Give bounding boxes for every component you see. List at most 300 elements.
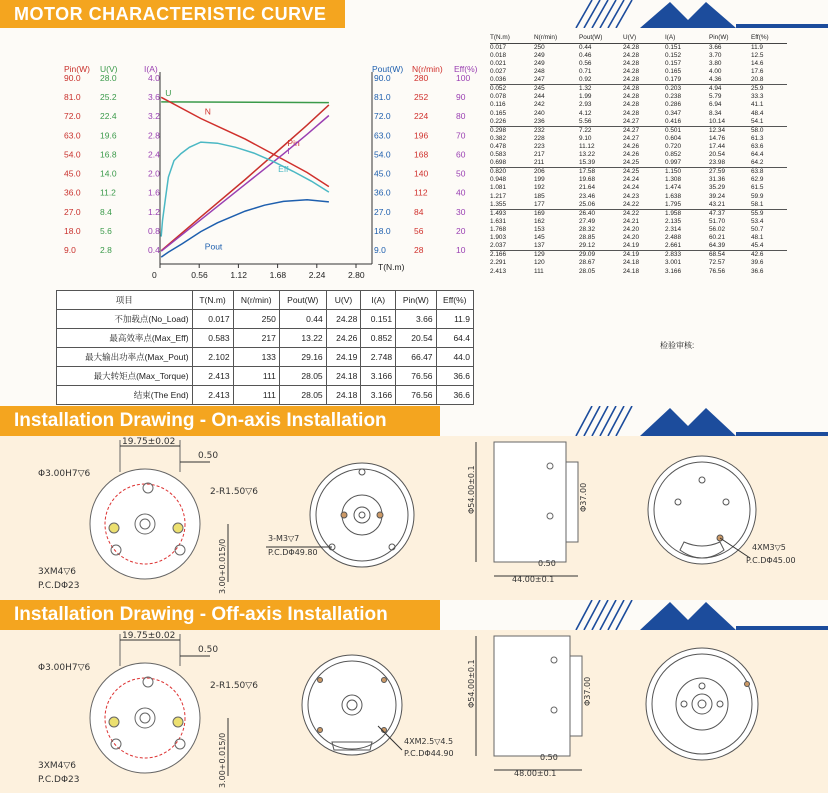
data-cell: 1.150 — [665, 168, 709, 177]
data-cell: 228 — [534, 134, 545, 142]
on-axis-pcd: P.C.DΦ23 — [38, 581, 80, 591]
on-axis-side-inner: Φ37.00 — [579, 482, 588, 512]
series-eff-label: Eff — [278, 163, 289, 174]
table-row — [490, 93, 787, 101]
off-axis-hole-main: Φ3.00H7▽6 — [38, 663, 91, 673]
data-cell: 36.6 — [751, 267, 764, 275]
right-tick-label: 81.0 — [374, 92, 391, 103]
left-tick-label: 9.0 — [64, 245, 76, 255]
summary-cell: 29.16 — [279, 348, 326, 367]
data-cell: 249 — [534, 59, 545, 67]
left-tick-label: 19.6 — [100, 130, 117, 141]
data-cell: 2.314 — [665, 226, 681, 234]
series-u-line — [161, 102, 329, 103]
data-cell: 1.32 — [579, 85, 623, 94]
summary-cell: 44.0 — [436, 348, 473, 367]
table-row — [490, 85, 787, 94]
table-row — [490, 118, 787, 127]
data-cell: 51.70 — [709, 217, 725, 225]
right-tick-label: 36.0 — [374, 187, 391, 198]
summary-cell: 28.05 — [279, 367, 326, 386]
data-cell: 63.8 — [751, 168, 787, 177]
summary-header-cell: T(N.m) — [192, 291, 233, 310]
data-cell: 25.06 — [579, 200, 595, 208]
data-cell: 47.37 — [709, 209, 751, 218]
data-cell: 10.14 — [709, 117, 725, 125]
summary-cell: 20.54 — [396, 329, 436, 348]
off-axis-side-inner: Φ37.00 — [583, 676, 592, 706]
data-cell: 64.4 — [751, 151, 764, 159]
data-cell: 0.852 — [665, 151, 681, 159]
data-cell: 12.5 — [751, 51, 764, 59]
data-cell: 28.05 — [579, 267, 595, 275]
table-row — [490, 242, 787, 251]
data-cell: 24.28 — [623, 51, 639, 59]
x-tick-label: 1.12 — [230, 270, 247, 280]
series-i-line — [161, 116, 329, 252]
left-tick-label: 1.6 — [148, 187, 160, 198]
summary-cell: 13.22 — [279, 329, 326, 348]
data-cell: 3.166 — [665, 267, 681, 275]
data-cell: 41.1 — [751, 101, 764, 109]
data-header-cell: Eff(%) — [751, 32, 787, 43]
summary-cell: 最大转矩点(Max_Torque) — [57, 367, 193, 386]
summary-header-cell: U(V) — [326, 291, 361, 310]
right-tick-label: 60 — [456, 149, 466, 160]
data-cell: 25.9 — [751, 85, 787, 94]
right-tick-label: 30 — [456, 206, 466, 217]
summary-cell: 11.9 — [436, 310, 473, 329]
data-cell: 217 — [534, 151, 545, 159]
summary-header-cell: Eff(%) — [436, 291, 473, 310]
motor-characteristic-chart — [56, 30, 492, 290]
brand-logo-icon — [568, 600, 828, 630]
data-cell: 2.037 — [490, 242, 506, 250]
left-tick-label: 2.4 — [148, 149, 160, 160]
on-axis-slot: 2-R1.50▽6 — [210, 487, 258, 497]
on-axis-rear-view — [640, 450, 828, 580]
data-cell: 24.23 — [623, 192, 639, 200]
data-cell: 0.165 — [665, 67, 681, 75]
right-axis-title: N(r/min) — [412, 64, 443, 74]
left-axis-title: Pin(W) — [64, 64, 90, 74]
data-cell: 72.57 — [709, 259, 725, 267]
table-row — [490, 135, 787, 143]
data-cell: 31.36 — [709, 176, 725, 184]
data-cell: 0.298 — [490, 126, 534, 135]
series-pout-label: Pout — [204, 241, 223, 252]
data-cell: 1.99 — [579, 93, 592, 101]
data-cell: 50.7 — [751, 226, 764, 234]
left-tick-label: 2.0 — [148, 168, 160, 179]
left-tick-label: 90.0 — [64, 73, 81, 83]
data-cell: 236 — [534, 117, 545, 125]
data-cell: 0.46 — [579, 51, 592, 59]
table-row — [490, 184, 787, 192]
right-tick-label: 72.0 — [374, 111, 391, 122]
on-axis-front-screws: 3-M3▽7 — [268, 534, 300, 543]
data-cell: 240 — [534, 109, 545, 117]
data-cell: 0.56 — [579, 59, 592, 67]
table-row — [490, 52, 787, 60]
right-tick-label: 63.0 — [374, 130, 391, 141]
data-cell: 0.382 — [490, 134, 506, 142]
data-cell: 2.413 — [490, 267, 506, 275]
off-axis-side-dia: Φ54.00±0.1 — [467, 659, 476, 708]
summary-cell: 28.05 — [279, 386, 326, 405]
table-row — [490, 234, 787, 242]
data-cell: 53.4 — [751, 217, 764, 225]
right-tick-label: 70 — [456, 130, 466, 141]
table-row — [490, 126, 787, 135]
data-cell: 24.26 — [623, 142, 639, 150]
data-cell: 0.027 — [490, 67, 506, 75]
data-cell: 223 — [534, 142, 545, 150]
left-axis-title: U(V) — [100, 64, 118, 74]
left-tick-label: 27.0 — [64, 206, 81, 217]
summary-cell: 最高效率点(Max_Eff) — [57, 329, 193, 348]
data-cell: 2.833 — [665, 251, 709, 260]
right-tick-label: 18.0 — [374, 225, 391, 236]
series-eff-line — [161, 142, 329, 237]
data-cell: 20.8 — [751, 76, 764, 84]
left-tick-label: 8.4 — [100, 206, 112, 217]
table-row — [490, 151, 787, 159]
data-cell: 137 — [534, 242, 545, 250]
left-tick-label: 2.8 — [148, 130, 160, 141]
table-row — [490, 76, 787, 85]
data-cell: 242 — [534, 101, 545, 109]
data-cell: 24.28 — [623, 76, 639, 84]
data-cell: 24.26 — [623, 151, 639, 159]
data-cell: 35.29 — [709, 184, 725, 192]
x-tick-label: 0.56 — [191, 270, 208, 280]
data-cell: 68.54 — [709, 251, 751, 260]
off-axis-dim-width: 19.75±0.02 — [122, 631, 176, 641]
data-cell: 24.27 — [623, 126, 665, 135]
left-tick-label: 18.0 — [64, 225, 81, 236]
data-cell: 0.948 — [490, 176, 506, 184]
data-cell: 26.40 — [579, 209, 623, 218]
data-cell: 58.0 — [751, 126, 787, 135]
data-cell: 4.12 — [579, 109, 592, 117]
summary-header-cell: I(A) — [361, 291, 396, 310]
off-axis-front-view — [290, 650, 460, 770]
data-cell: 24.28 — [623, 85, 665, 94]
data-cell: 0.92 — [579, 76, 592, 84]
left-tick-label: 54.0 — [64, 149, 81, 160]
data-header-cell: U(V) — [623, 32, 665, 43]
data-cell: 59.9 — [751, 192, 764, 200]
data-cell: 55.9 — [751, 209, 787, 218]
summary-cell: 24.19 — [326, 348, 361, 367]
data-cell: 3.80 — [709, 59, 722, 67]
right-tick-label: 27.0 — [374, 206, 391, 217]
data-cell: 24.22 — [623, 200, 639, 208]
summary-cell: 24.28 — [326, 310, 361, 329]
table-row — [490, 43, 787, 52]
data-cell: 249 — [534, 51, 545, 59]
off-axis-screw: 3XM4▽6 — [38, 761, 77, 771]
summary-cell: 0.017 — [192, 310, 233, 329]
data-cell: 5.79 — [709, 93, 722, 101]
data-cell: 2.291 — [490, 259, 506, 267]
data-cell: 24.28 — [623, 43, 639, 51]
data-cell: 24.18 — [623, 267, 639, 275]
data-cell: 169 — [534, 209, 579, 218]
motor-curve-title: MOTOR CHARACTERISTIC CURVE — [14, 4, 327, 24]
data-cell: 76.56 — [709, 267, 725, 275]
data-cell: 0.286 — [665, 101, 681, 109]
data-cell: 7.22 — [579, 126, 623, 135]
left-axis-title: I(A) — [144, 64, 158, 74]
brand-logo-icon — [568, 406, 828, 436]
summary-header-cell: N(r/min) — [233, 291, 279, 310]
on-axis-screw: 3XM4▽6 — [38, 567, 77, 577]
table-row — [490, 168, 787, 177]
data-cell: 2.93 — [579, 101, 592, 109]
off-axis-title: Installation Drawing - Off-axis Installation — [14, 604, 388, 625]
data-cell: 39.6 — [751, 259, 764, 267]
right-tick-label: 80 — [456, 111, 466, 122]
right-tick-label: 100 — [456, 73, 471, 83]
left-tick-label: 45.0 — [64, 168, 81, 179]
table-row — [57, 367, 474, 386]
left-tick-label: 25.2 — [100, 92, 117, 103]
data-cell: 1.308 — [665, 176, 681, 184]
data-cell: 8.34 — [709, 109, 722, 117]
data-cell: 0.720 — [665, 142, 681, 150]
data-cell: 0.018 — [490, 51, 506, 59]
data-cell: 0.021 — [490, 59, 506, 67]
data-cell: 0.71 — [579, 67, 592, 75]
summary-cell: 111 — [233, 367, 279, 386]
summary-cell: 最大输出功率点(Max_Pout) — [57, 348, 193, 367]
data-cell: 1.081 — [490, 184, 506, 192]
data-cell: 24.28 — [623, 93, 639, 101]
left-tick-label: 14.0 — [100, 168, 117, 179]
left-tick-label: 3.6 — [148, 92, 160, 103]
summary-cell: 133 — [233, 348, 279, 367]
summary-cell: 结束(The End) — [57, 386, 193, 405]
data-cell: 1.474 — [665, 184, 681, 192]
data-cell: 29.12 — [579, 242, 595, 250]
data-cell: 1.217 — [490, 192, 506, 200]
data-cell: 250 — [534, 43, 545, 51]
on-axis-rear-screws: 4XM3▽5 — [752, 543, 786, 552]
summary-cell: 36.6 — [436, 386, 473, 405]
series-n-line — [161, 97, 329, 186]
data-cell: 23.98 — [709, 159, 725, 167]
right-tick-label: 84 — [414, 206, 424, 217]
data-cell: 0.179 — [665, 76, 681, 84]
data-cell: 1.493 — [490, 209, 534, 218]
data-cell: 11.12 — [579, 142, 595, 150]
data-cell: 1.903 — [490, 234, 506, 242]
data-cell: 45.4 — [751, 242, 764, 250]
data-cell: 0.997 — [665, 159, 681, 167]
data-cell: 4.36 — [709, 76, 722, 84]
data-cell: 120 — [534, 259, 545, 267]
summary-cell: 24.26 — [326, 329, 361, 348]
data-cell: 4.00 — [709, 67, 722, 75]
summary-cell: 250 — [233, 310, 279, 329]
data-cell: 1.638 — [665, 192, 681, 200]
table-row — [490, 109, 787, 117]
on-axis-dim-width: 19.75±0.02 — [122, 437, 176, 447]
on-axis-side-dia: Φ54.00±0.1 — [467, 465, 476, 514]
on-axis-front-pcd: P.C.DΦ49.80 — [268, 548, 318, 557]
data-cell: 3.70 — [709, 51, 722, 59]
data-cell: 0.152 — [665, 51, 681, 59]
data-cell: 64.39 — [709, 242, 725, 250]
off-axis-gear-view — [30, 626, 280, 793]
data-cell: 61.3 — [751, 134, 764, 142]
data-cell: 24.27 — [623, 134, 639, 142]
data-table — [490, 32, 787, 276]
data-cell: 28.32 — [579, 226, 595, 234]
summary-cell: 66.47 — [396, 348, 436, 367]
on-axis-side-gap: 0.50 — [538, 559, 556, 568]
data-cell: 244 — [534, 93, 545, 101]
data-cell: 3.66 — [709, 43, 722, 51]
x-tick-label: 2.24 — [308, 270, 326, 280]
summary-cell: 111 — [233, 386, 279, 405]
off-axis-slot: 2-R1.50▽6 — [210, 681, 258, 691]
summary-cell: 不加载点(No_Load) — [57, 310, 193, 329]
data-cell: 12.34 — [709, 126, 751, 135]
data-cell: 27.59 — [709, 168, 751, 177]
data-cell: 17.58 — [579, 168, 623, 177]
right-tick-label: 56 — [414, 225, 424, 236]
data-cell: 0.203 — [665, 85, 709, 94]
summary-header-cell: Pout(W) — [279, 291, 326, 310]
data-cell: 14.76 — [709, 134, 725, 142]
table-row — [57, 386, 474, 405]
data-header-cell: T(N.m) — [490, 32, 534, 43]
off-axis-side-view — [460, 630, 610, 780]
off-axis-rear-view — [640, 640, 828, 780]
data-cell: 20.54 — [709, 151, 725, 159]
data-cell: 0.698 — [490, 159, 506, 167]
right-tick-label: 196 — [414, 130, 429, 141]
right-tick-label: 20 — [456, 225, 466, 236]
data-cell: 0.44 — [579, 43, 592, 51]
data-cell: 0.226 — [490, 117, 506, 125]
left-tick-label: 4.0 — [148, 73, 160, 83]
summary-table — [56, 290, 474, 405]
data-cell: 24.24 — [623, 176, 639, 184]
data-cell: 247 — [534, 76, 545, 84]
data-cell: 39.24 — [709, 192, 725, 200]
data-cell: 0.501 — [665, 126, 709, 135]
data-cell: 13.22 — [579, 151, 595, 159]
off-axis-side-gap: 0.50 — [540, 753, 558, 762]
data-cell: 1.768 — [490, 226, 506, 234]
right-tick-label: 50 — [456, 168, 466, 179]
data-cell: 28.85 — [579, 234, 595, 242]
left-tick-label: 3.2 — [148, 111, 160, 122]
right-tick-label: 280 — [414, 73, 429, 83]
off-axis-pcd: P.C.DΦ23 — [38, 775, 80, 785]
right-tick-label: 28 — [414, 245, 424, 255]
data-cell: 0.583 — [490, 151, 506, 159]
data-header-cell: I(A) — [665, 32, 709, 43]
summary-cell: 76.56 — [396, 367, 436, 386]
summary-cell: 0.583 — [192, 329, 233, 348]
data-cell: 0.347 — [665, 109, 681, 117]
data-cell: 48.1 — [751, 234, 764, 242]
right-tick-label: 10 — [456, 245, 466, 255]
data-cell: 24.24 — [623, 184, 639, 192]
data-cell: 3.001 — [665, 259, 681, 267]
table-row — [57, 348, 474, 367]
motor-curve-banner — [0, 0, 828, 28]
on-axis-gear-view — [30, 432, 280, 602]
table-row — [57, 329, 474, 348]
data-cell: 0.078 — [490, 93, 506, 101]
data-cell: 29.09 — [579, 251, 623, 260]
right-tick-label: 9.0 — [374, 245, 386, 255]
data-cell: 24.27 — [623, 117, 639, 125]
table-row — [490, 193, 787, 201]
data-cell: 145 — [534, 234, 545, 242]
data-cell: 24.19 — [623, 242, 639, 250]
data-cell: 63.6 — [751, 142, 764, 150]
data-cell: 111 — [534, 267, 544, 275]
data-cell: 24.19 — [623, 251, 665, 260]
summary-cell: 3.166 — [361, 386, 396, 405]
data-cell: 1.958 — [665, 209, 709, 218]
data-cell: 1.795 — [665, 200, 681, 208]
data-cell: 0.151 — [665, 43, 681, 51]
table-row — [490, 60, 787, 68]
data-cell: 0.604 — [665, 134, 681, 142]
data-cell: 27.49 — [579, 217, 595, 225]
left-tick-label: 36.0 — [64, 187, 81, 198]
data-cell: 61.5 — [751, 184, 764, 192]
on-axis-offset: 3.00+0.015/0 — [218, 538, 227, 594]
right-tick-label: 168 — [414, 149, 429, 160]
x-axis-title: T(N.m) — [378, 262, 405, 272]
right-tick-label: 54.0 — [374, 149, 391, 160]
data-cell: 24.28 — [623, 59, 639, 67]
data-cell: 153 — [534, 226, 545, 234]
data-cell: 248 — [534, 67, 545, 75]
data-cell: 11.9 — [751, 43, 763, 51]
data-cell: 0.017 — [490, 43, 506, 51]
right-tick-label: 90 — [456, 92, 466, 103]
data-cell: 0.478 — [490, 142, 506, 150]
left-tick-label: 16.8 — [100, 149, 117, 160]
data-cell: 0.157 — [665, 59, 681, 67]
data-cell: 24.25 — [623, 168, 665, 177]
brand-logo-icon — [568, 0, 828, 28]
summary-cell: 2.748 — [361, 348, 396, 367]
left-tick-label: 0.4 — [148, 245, 160, 255]
left-tick-label: 2.8 — [100, 245, 112, 255]
data-cell: 43.21 — [709, 200, 725, 208]
data-cell: 0.036 — [490, 76, 506, 84]
left-tick-label: 0.8 — [148, 225, 160, 236]
data-cell: 6.94 — [709, 101, 722, 109]
summary-header-cell: 项目 — [57, 291, 193, 310]
data-cell: 0.820 — [490, 168, 534, 177]
summary-cell: 64.4 — [436, 329, 473, 348]
summary-cell: 0.151 — [361, 310, 396, 329]
data-cell: 33.3 — [751, 93, 764, 101]
table-row — [490, 218, 787, 226]
